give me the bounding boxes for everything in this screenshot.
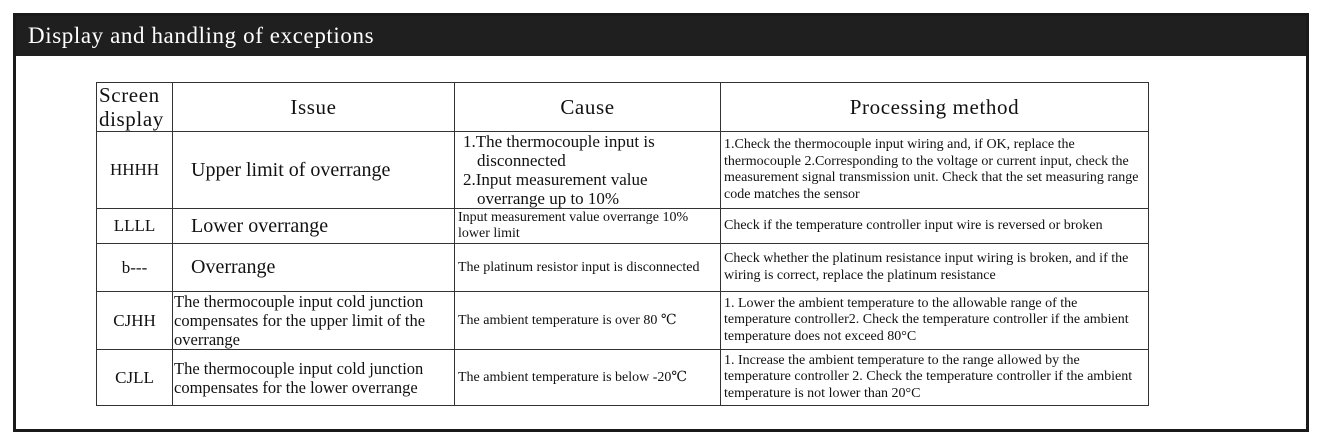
- table-row: [97, 292, 1149, 350]
- row-code: b---: [97, 244, 173, 292]
- row-issue: Overrange: [173, 244, 455, 292]
- row-cause: Input measurement value overrange 10% lower limit: [455, 209, 721, 244]
- exceptions-table: [96, 82, 1149, 406]
- row-code: LLLL: [97, 209, 173, 244]
- header-issue: Issue: [173, 83, 455, 132]
- row-cause: The ambient temperature is below -20℃: [455, 350, 721, 406]
- row-code: CJHH: [97, 292, 173, 350]
- row-code: CJLL: [97, 350, 173, 406]
- header-processing-method: Processing method: [721, 83, 1149, 132]
- header-screen-display: Screen display: [97, 83, 173, 132]
- row-issue: Upper limit of overrange: [173, 132, 455, 209]
- table-header-row: [97, 83, 1149, 132]
- cause-item: 2.Input measurement value overrange up to 10%: [463, 170, 648, 208]
- row-method: Check if the temperature controller input wire is reversed or broken: [721, 209, 1149, 244]
- table-row: [97, 350, 1149, 406]
- row-method: 1. Lower the ambient temperature to the allowable range of the temperature controller2. Check the temperature controller if the ambient temperature does not exceed 80°C: [721, 292, 1149, 350]
- header-cause: Cause: [455, 83, 721, 132]
- row-code: HHHH: [97, 132, 173, 209]
- section-title: Display and handling of exceptions: [16, 16, 1306, 56]
- row-issue: The thermocouple input cold junction compensates for the lower overrange: [173, 350, 455, 406]
- row-cause: The platinum resistor input is disconnected: [455, 244, 721, 292]
- table-row: [97, 244, 1149, 292]
- row-issue: The thermocouple input cold junction compensates for the upper limit of the overrange: [173, 292, 455, 350]
- cause-item: 1.The thermocouple input is disconnected: [463, 132, 655, 170]
- row-cause: The ambient temperature is over 80 ℃: [455, 292, 721, 350]
- row-method: 1.Check the thermocouple input wiring and, if OK, replace the thermocouple 2.Corresponding to the voltage or current input, check the measurement signal transmission unit. Check that the set measuring range code matches the sensor: [721, 132, 1149, 209]
- exceptions-panel: [13, 13, 1309, 432]
- row-method: 1. Increase the ambient temperature to the range allowed by the temperature controller 2. Check the temperature controller if the ambient temperature is not lower than 20°C: [721, 350, 1149, 406]
- table-row: [97, 132, 1149, 209]
- row-cause: [455, 132, 721, 209]
- row-issue: Lower overrange: [173, 209, 455, 244]
- table-row: [97, 209, 1149, 244]
- row-method: Check whether the platinum resistance input wiring is broken, and if the wiring is correct, replace the platinum resistance: [721, 244, 1149, 292]
